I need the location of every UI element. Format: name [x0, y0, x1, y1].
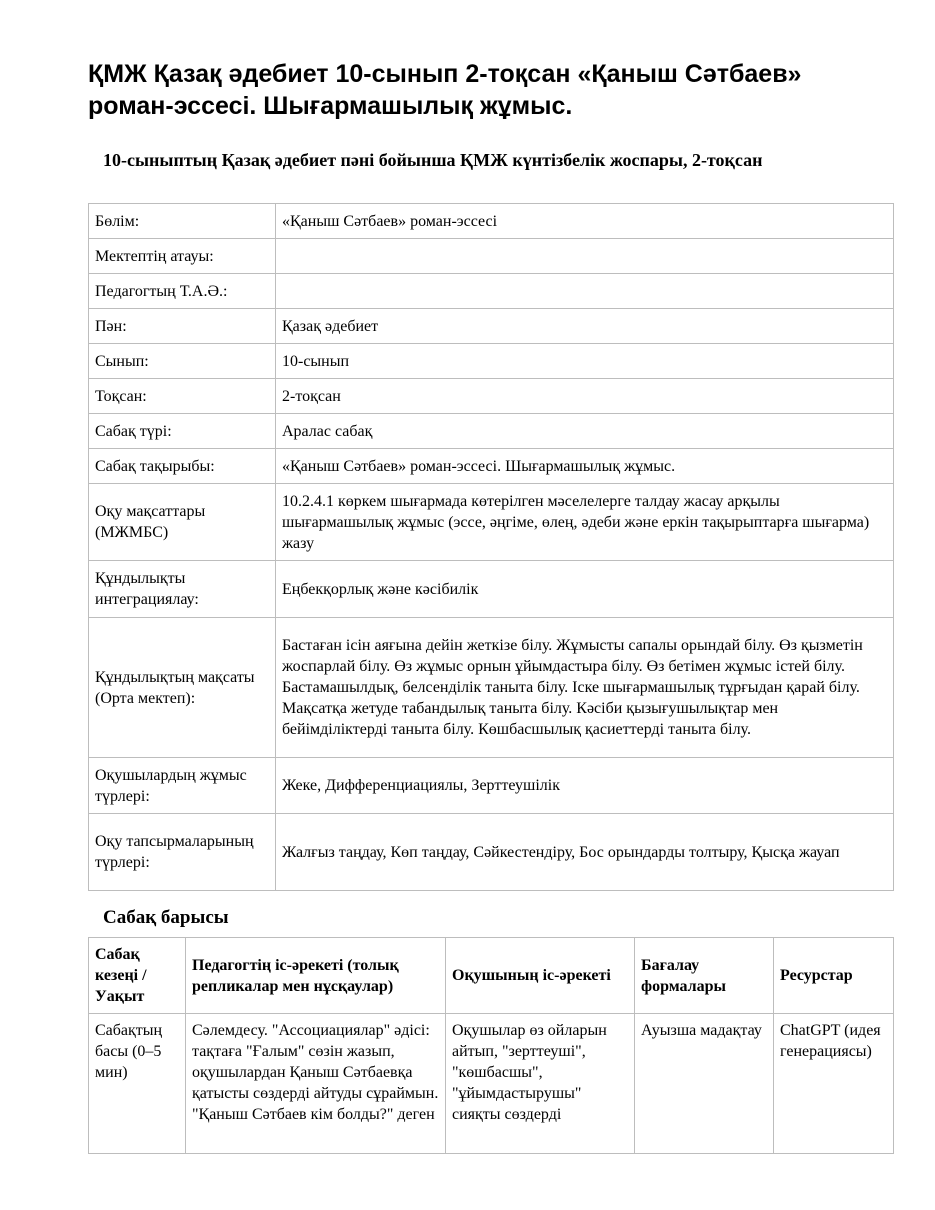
info-label: Бөлім: — [89, 204, 276, 239]
column-header-resources: Ресурстар — [774, 938, 894, 1014]
info-label: Сабақ түрі: — [89, 414, 276, 449]
info-label: Педагогтың Т.А.Ә.: — [89, 274, 276, 309]
info-label: Құндылықтың мақсаты (Орта мектеп): — [89, 618, 276, 758]
table-row — [89, 618, 894, 758]
column-header-assessment: Бағалау формалары — [635, 938, 774, 1014]
table-row — [89, 344, 894, 379]
info-value: Жеке, Дифференциациялы, Зерттеушілік — [276, 758, 894, 814]
table-row — [89, 484, 894, 561]
info-value: 10.2.4.1 көркем шығармада көтерілген мәселелерге талдау жасау арқылы шығармашылық жұмыс (эссе, әңгіме, өлең, әдеби және еркін тақырыптарға шығарма) жазу — [276, 484, 894, 561]
cell-resources — [774, 1014, 894, 1154]
table-row — [89, 414, 894, 449]
cell-student-text: Оқушылар өз ойларын айтып, "зерттеуші", "көшбасшы", "ұйымдастырушы" сияқты сөздерді — [452, 1022, 607, 1123]
info-value — [276, 239, 894, 274]
cell-teacher-text: Сәлемдесу. "Ассоциациялар" әдісі: тақтаға "Ғалым" сөзін жазып, оқушылардан Қаныш Сәтбаевқа қатысты сөздерді айтуды сұраймын. "Қаныш Сәтбаев кім болды?" деген — [192, 1022, 439, 1123]
table-row — [89, 1014, 894, 1154]
cell-teacher — [186, 1014, 446, 1154]
info-value — [276, 274, 894, 309]
page-title: ҚМЖ Қазақ әдебиет 10-сынып 2-тоқсан «Қаныш Сәтбаев» роман-эссесі. Шығармашылық жұмыс. — [88, 60, 802, 120]
info-value: 10-сынып — [276, 344, 894, 379]
table-row — [89, 274, 894, 309]
table-header-row — [89, 938, 894, 1014]
cell-assessment — [635, 1014, 774, 1154]
cell-student — [446, 1014, 635, 1154]
column-header-teacher: Педагогтің іс-әрекеті (толық репликалар мен нұсқаулар) — [186, 938, 446, 1014]
lesson-process-heading: Сабақ барысы — [103, 907, 229, 928]
info-label: Пән: — [89, 309, 276, 344]
info-value: «Қаныш Сәтбаев» роман-эссесі. Шығармашылық жұмыс. — [276, 449, 894, 484]
info-label: Оқу тапсырмаларының түрлері: — [89, 814, 276, 891]
info-value: Аралас сабақ — [276, 414, 894, 449]
info-value: Бастаған ісін аяғына дейін жеткізе білу. Жұмысты сапалы орындай білу. Өз қызметін жоспарлай білу. Өз жұмыс орнын ұйымдастыра білу. Өз бетімен жұмыс істей білу. Бастамашылдық, белсенділік таныта білу. Іске шығармашылық тұрғыдан қарай білу. Мақсатқа жетуде табандылық таныта білу. Кәсіби қызығушылықтар мен бейімділіктерді таныта білу. Көшбасшылық қасиеттерді таныта білу. — [276, 618, 894, 758]
table-row — [89, 561, 894, 618]
plan-subtitle: 10-сыныптың Қазақ әдебиет пәні бойынша ҚМЖ күнтізбелік жоспары, 2-тоқсан — [103, 150, 763, 170]
info-value: Еңбекқорлық және кәсібилік — [276, 561, 894, 618]
table-row — [89, 758, 894, 814]
table-row — [89, 204, 894, 239]
cell-stage — [89, 1014, 186, 1154]
table-row — [89, 449, 894, 484]
cell-assessment-text: Ауызша мадақтау — [641, 1022, 762, 1039]
column-header-student: Оқушының іс-әрекеті — [446, 938, 635, 1014]
info-value: «Қаныш Сәтбаев» роман-эссесі — [276, 204, 894, 239]
info-label: Сынып: — [89, 344, 276, 379]
info-label: Оқу мақсаттары (МЖМБС) — [89, 484, 276, 561]
info-value: Жалғыз таңдау, Көп таңдау, Сәйкестендіру, Бос орындарды толтыру, Қысқа жауап — [276, 814, 894, 891]
info-label: Тоқсан: — [89, 379, 276, 414]
info-value: 2-тоқсан — [276, 379, 894, 414]
table-row — [89, 814, 894, 891]
cell-resources-text: ChatGPT (идея генерациясы) — [780, 1022, 881, 1060]
info-value: Қазақ әдебиет — [276, 309, 894, 344]
table-row — [89, 379, 894, 414]
lesson-process-table — [88, 937, 894, 1154]
info-label: Оқушылардың жұмыс түрлері: — [89, 758, 276, 814]
lesson-info-table — [88, 203, 894, 891]
cell-stage-text: Сабақтың басы (0–5 мин) — [95, 1022, 163, 1081]
table-row — [89, 239, 894, 274]
column-header-stage: Сабақ кезеңі / Уақыт — [89, 938, 186, 1014]
table-row — [89, 309, 894, 344]
info-label: Құндылықты интеграциялау: — [89, 561, 276, 618]
info-label: Мектептің атауы: — [89, 239, 276, 274]
info-label: Сабақ тақырыбы: — [89, 449, 276, 484]
